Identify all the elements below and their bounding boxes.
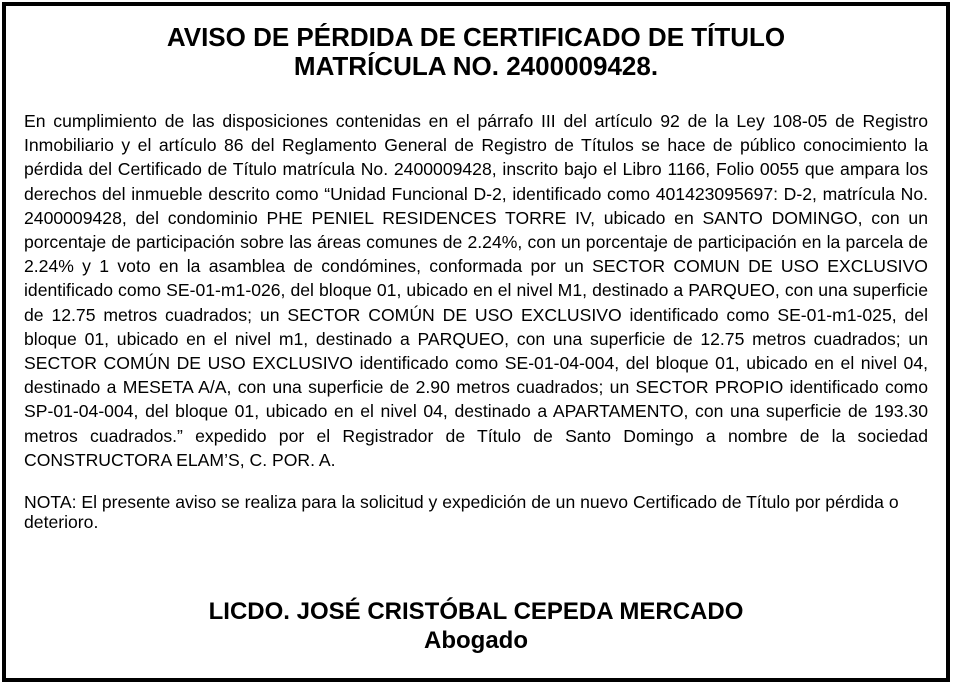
- title-line-2: MATRÍCULA NO. 2400009428.: [293, 51, 659, 81]
- title-line-1: AVISO DE PÉRDIDA DE CERTIFICADO DE TÍTULO: [166, 22, 786, 52]
- signer-role: Abogado: [424, 627, 528, 654]
- notice-frame: [2, 2, 950, 682]
- note-paragraph: NOTA: El presente aviso se realiza para la solicitud y expedición de un nuevo Certificado de Título por pérdida o deterioro.: [24, 492, 899, 533]
- main-paragraph: En cumplimiento de las disposiciones contenidas en el párrafo III del artículo 92 de la Ley 108-05 de Registro Inmobiliario y el artículo 86 del Reglamento General de Registro de Títulos se hace de público conocimiento la pérdida del Certificado de Título matrícula No. 2400009428, inscrito bajo el Libro 1166, Folio 0055 que ampara los derechos del inmueble descrito como “Unidad Funcional D-2, identificado como 401423095697: D-2, matrícula No. 2400009428, del condominio PHE PENIEL RESIDENCES TORRE IV, ubicado en SANTO DOMINGO, con un porcentaje de participación sobre las áreas comunes de 2.24%, con un porcentaje de participación en la parcela de 2.24% y 1 voto en la asamblea de condómines, conformada por un SECTOR COMUN DE USO EXCLUSIVO identificado como SE-01-m1-026, del bloque 01, ubicado en el nivel M1, destinado a PARQUEO, con una superficie de 12.75 metros cuadrados; un SECTOR COMÚN DE USO EXCLUSIVO identificado como SE-01-m1-025, del bloque 01, ubicado en el nivel m1, destinado a PARQUEO, con una superficie de 12.75 metros cuadrados; un SECTOR COMÚN DE USO EXCLUSIVO identificado como SE-01-04-004, del bloque 01, ubicado en el nivel 04, destinado a MESETA A/A, con una superficie de 2.90 metros cuadrados; un SECTOR PROPIO identificado como SP-01-04-004, del bloque 01, ubicado en el nivel 04, destinado a APARTAMENTO, con una superficie de 193.30 metros cuadrados.” expedido por el Registrador de Título de Santo Domingo a nombre de la sociedad CONSTRUCTORA ELAM’S, C. POR. A.: [24, 111, 928, 470]
- signature-block: [6, 597, 946, 655]
- signer-name: LICDO. JOSÉ CRISTÓBAL CEPEDA MERCADO: [208, 598, 744, 625]
- notice-title: [6, 23, 946, 81]
- notice-body: [24, 109, 928, 532]
